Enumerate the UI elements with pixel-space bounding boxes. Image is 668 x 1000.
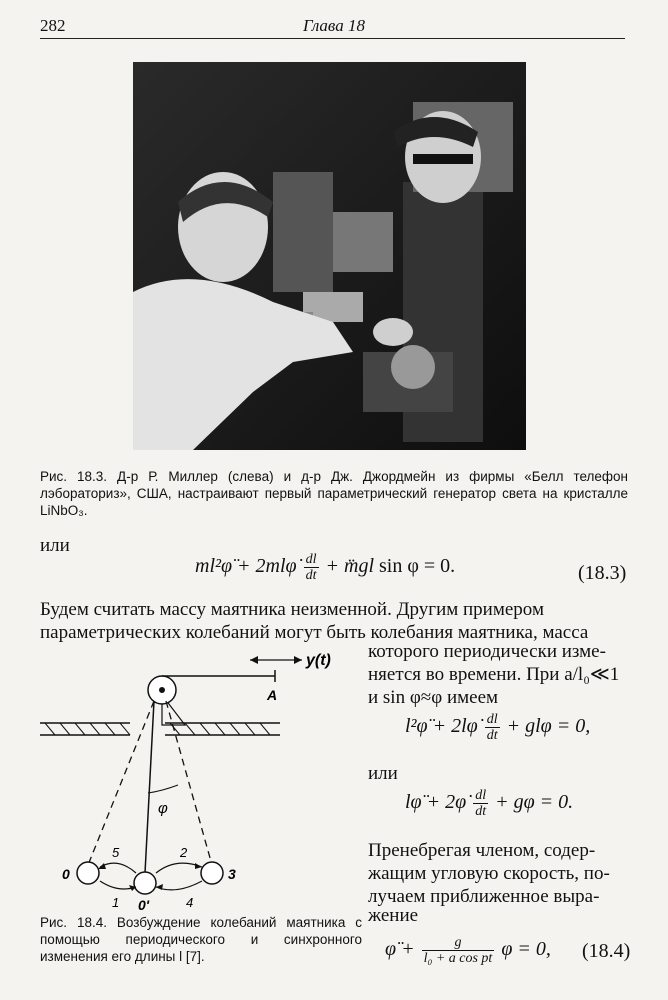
label-5: 5 xyxy=(112,845,120,860)
fraction-dl-dt-3: $\frac{dl}{dt}$ xyxy=(475,788,487,819)
label-y-t: y(t) xyxy=(306,652,331,669)
arrow-5-head xyxy=(98,863,106,869)
label-A: A xyxy=(267,687,278,703)
paragraph-2-line-1: которого периодически изме- xyxy=(368,641,606,662)
bob-position-0-prime xyxy=(134,872,156,894)
equation-18-3: ml²φ̈ + 2mlφ̇ $\frac{dl}{dt}$ + m̈gl sin φ = 0. xyxy=(195,552,456,583)
equation-l-phi: lφ̈ + 2φ̇ $\frac{dl}{dt}$ + gφ = 0. xyxy=(405,788,574,819)
label-4: 4 xyxy=(186,895,194,910)
paragraph-line-2: параметрических колебаний могут быть колебания маятника, масса xyxy=(40,622,589,643)
word-ili-2: или xyxy=(368,763,398,784)
equation-number-18-3: (18.3) xyxy=(578,562,627,584)
label-1: 1 xyxy=(112,895,120,910)
paragraph-2-line-3: и sin φ≈φ имеем xyxy=(368,687,499,708)
header-rule xyxy=(40,38,625,39)
label-phi: φ xyxy=(158,800,168,817)
photo-figure-18-3 xyxy=(133,62,526,450)
pendulum-string-right xyxy=(166,701,212,865)
pendulum-string-vertical xyxy=(145,701,154,873)
equation-number-18-4: (18.4) xyxy=(582,940,631,962)
bob-position-3 xyxy=(201,862,223,884)
fraction-dl-dt: $\frac{dl}{dt}$ xyxy=(305,552,317,583)
fraction-g-over-l: $\frac{g}{\text{l₀ + a cos pt}}$ xyxy=(423,935,493,966)
figure-18-3-caption: Рис. 18.3. Д-р Р. Миллер (слева) и д-р Дж. Джордмейн из фирмы «Белл телефон лэбораториз», США, настраивают первый параметрический генератор света на кристалле LiNbO₃. xyxy=(40,469,628,518)
paragraph-2-line-2: няется во времени. При a/l₀≪1 xyxy=(368,664,620,685)
equation-l2-phi: l²φ̈ + 2lφ̇ $\frac{dl}{dt}$ + glφ = 0, xyxy=(405,712,591,743)
arrow-left-icon xyxy=(250,656,258,664)
paragraph-3-line-1: Пренебрегая членом, содер- xyxy=(368,840,596,861)
figure-18-4-caption: Рис. 18.4. Возбуждение колебаний маятника с помощью периодического и синхронного изменения его длины l [7]. xyxy=(40,915,362,964)
paragraph-3-line-4: жение xyxy=(368,905,419,926)
figure-18-4-diagram xyxy=(40,645,370,910)
equation-18-4: φ̈ + $\frac{g}{\text{l₀ + a cos pt}}$ φ = 0, xyxy=(385,935,551,966)
ceiling-hatching xyxy=(45,723,270,735)
bob-position-0 xyxy=(77,862,99,884)
page-number: 282 xyxy=(40,16,66,35)
pulley-axle xyxy=(159,687,165,693)
label-3: 3 xyxy=(228,866,236,882)
paragraph-3-line-2: жащим угловую скорость, по- xyxy=(368,863,610,884)
running-head: Глава 18 xyxy=(303,16,365,35)
label-2: 2 xyxy=(180,845,188,860)
pendulum-diagram xyxy=(40,645,370,910)
label-0-prime: 0' xyxy=(138,897,150,910)
photo-illustration xyxy=(133,62,526,450)
pendulum-string-left xyxy=(88,701,154,865)
angle-arc xyxy=(148,785,178,793)
arrow-4-head xyxy=(156,884,163,890)
paragraph-3-line-3: лучаем приближенное выра- xyxy=(368,886,600,907)
fraction-dl-dt-2: $\frac{dl}{dt}$ xyxy=(486,712,498,743)
label-0: 0 xyxy=(62,866,70,882)
arrow-right-icon xyxy=(294,656,302,664)
paragraph-line-1: Будем считать массу маятника неизменной. Другим примером xyxy=(40,599,544,620)
arrow-4 xyxy=(156,881,202,890)
word-ili: или xyxy=(40,535,70,556)
